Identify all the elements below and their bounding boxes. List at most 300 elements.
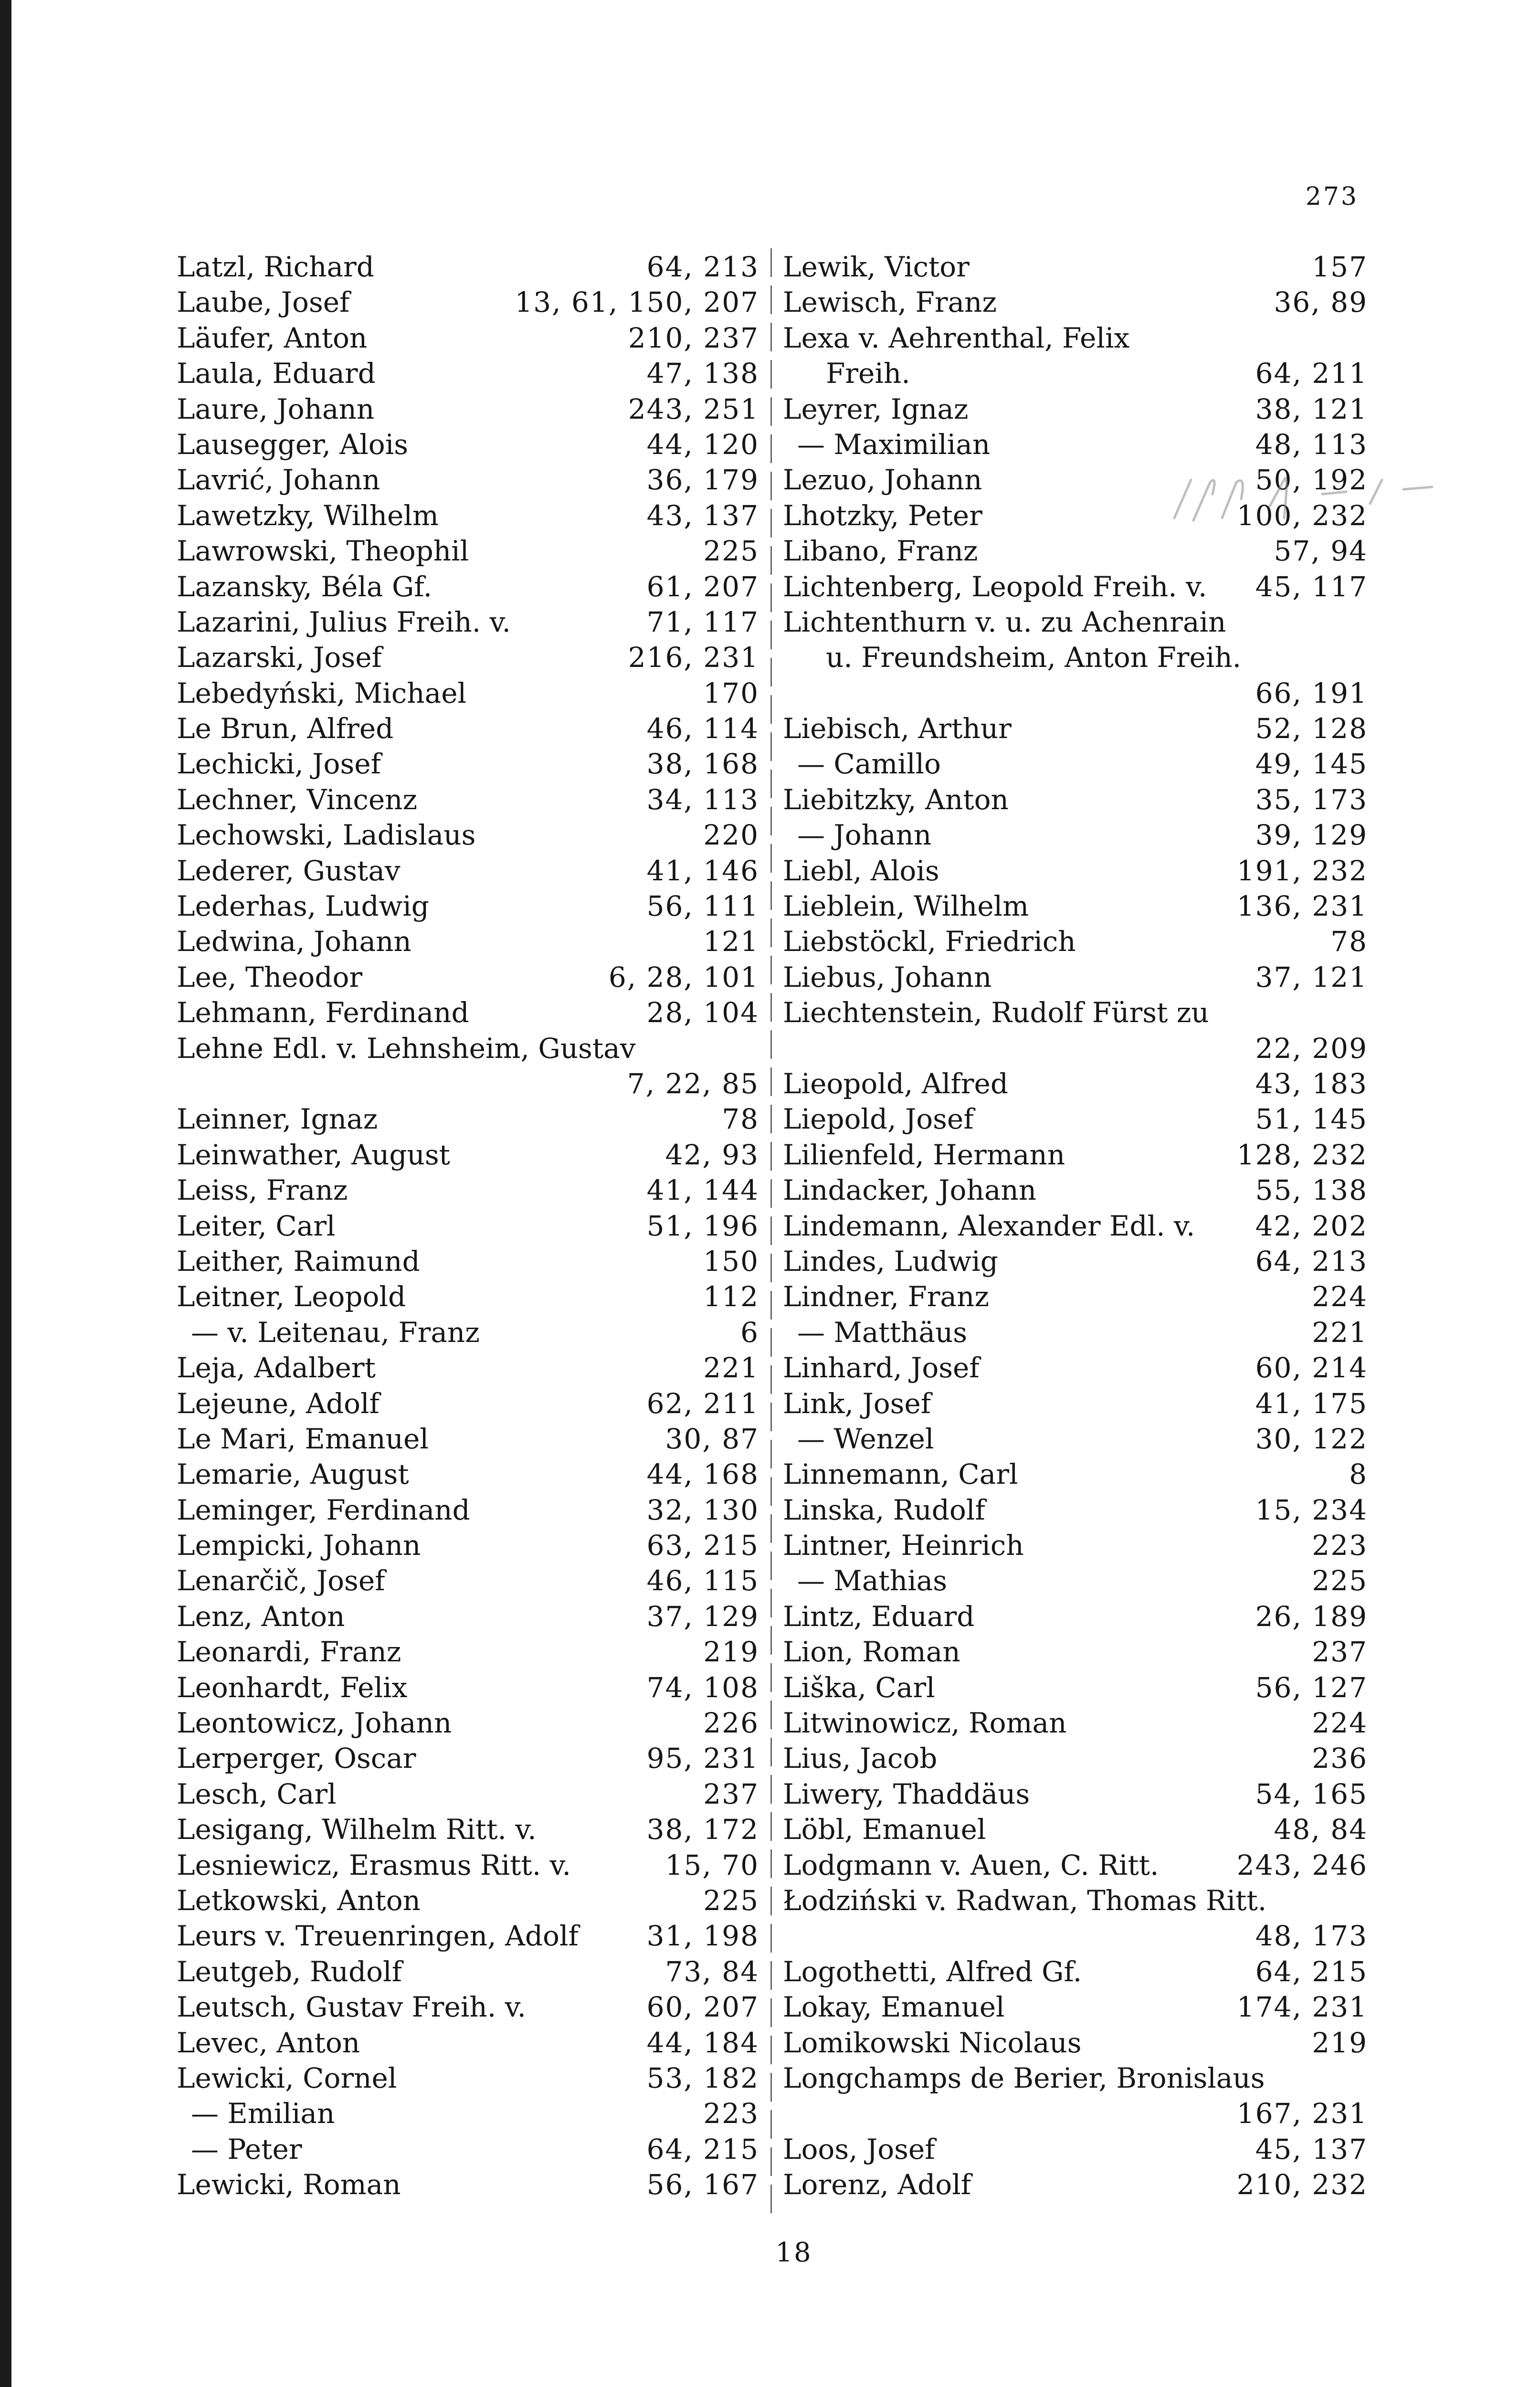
index-entry bbox=[177, 1848, 759, 1883]
entry-pages: 64, 215 bbox=[646, 2133, 759, 2165]
entry-name: Lhotzky, Peter bbox=[783, 499, 982, 532]
entry-name: Lesch, Carl bbox=[177, 1777, 337, 1810]
entry-name: Lintner, Heinrich bbox=[783, 1529, 1024, 1562]
entry-name: Linhard, Josef bbox=[783, 1352, 980, 1384]
entry-pages: 8 bbox=[1349, 1458, 1368, 1491]
index-entry bbox=[783, 1244, 1368, 1279]
entry-name: Leutsch, Gustav Freih. v. bbox=[177, 1991, 526, 2024]
index-entry bbox=[783, 1954, 1368, 1989]
entry-name: Freih. bbox=[826, 357, 910, 390]
index-entry bbox=[783, 1741, 1368, 1776]
index-entry bbox=[783, 1315, 1368, 1350]
index-entry bbox=[783, 2167, 1368, 2202]
index-entry bbox=[783, 285, 1368, 320]
entry-pages: 221 bbox=[703, 1352, 759, 1384]
entry-pages: 226 bbox=[703, 1707, 759, 1740]
entry-pages: 64, 215 bbox=[1255, 1955, 1368, 1988]
entry-name: Lempicki, Johann bbox=[177, 1529, 421, 1562]
index-entry bbox=[783, 1918, 1368, 1954]
entry-name: Lomikowski Nicolaus bbox=[783, 2026, 1082, 2059]
index-entry bbox=[783, 746, 1368, 782]
entry-pages: 223 bbox=[703, 2097, 759, 2130]
index-entry bbox=[177, 1812, 759, 1847]
index-entry bbox=[783, 1776, 1368, 1812]
entry-name: Liška, Carl bbox=[783, 1671, 935, 1704]
index-entry bbox=[783, 711, 1368, 746]
entry-pages: 66, 191 bbox=[1255, 676, 1368, 709]
index-entry bbox=[177, 1705, 759, 1741]
index-entry bbox=[177, 569, 759, 604]
index-entry bbox=[177, 1883, 759, 1918]
entry-name: Lawetzky, Wilhelm bbox=[177, 499, 439, 532]
index-entry bbox=[783, 391, 1368, 427]
entry-pages: 78 bbox=[1330, 925, 1368, 958]
entry-name: Lokay, Emanuel bbox=[783, 1991, 1005, 2024]
entry-name: Lemarie, August bbox=[177, 1458, 409, 1491]
index-entry bbox=[783, 782, 1368, 817]
index-entry bbox=[783, 249, 1368, 285]
entry-name: Lechicki, Josef bbox=[177, 748, 381, 781]
entry-name: Lichtenberg, Leopold Freih. v. bbox=[783, 570, 1207, 603]
index-entry bbox=[783, 1563, 1368, 1598]
entry-name: — Mathias bbox=[797, 1564, 947, 1597]
entry-pages: 13, 61, 150, 207 bbox=[515, 286, 759, 319]
entry-pages: 42, 93 bbox=[665, 1138, 759, 1171]
entry-pages: 225 bbox=[703, 1884, 759, 1917]
entry-pages: 36, 179 bbox=[646, 464, 759, 496]
entry-name: Liebisch, Arthur bbox=[783, 712, 1012, 745]
entry-name: Lindemann, Alexander Edl. v. bbox=[783, 1209, 1195, 1242]
entry-pages: 51, 196 bbox=[646, 1209, 759, 1242]
entry-name: Lesigang, Wilhelm Ritt. v. bbox=[177, 1813, 537, 1846]
entry-pages: 112 bbox=[703, 1280, 759, 1313]
index-entry bbox=[177, 533, 759, 569]
entry-name: Le Brun, Alfred bbox=[177, 712, 394, 745]
entry-name: Libano, Franz bbox=[783, 535, 978, 568]
entry-name: Leinwather, August bbox=[177, 1138, 450, 1171]
entry-pages: 157 bbox=[1312, 251, 1368, 283]
index-entry bbox=[783, 888, 1368, 924]
index-entry bbox=[177, 320, 759, 356]
entry-pages: 6 bbox=[740, 1316, 759, 1349]
index-entry bbox=[177, 2096, 759, 2131]
entry-name: Lehmann, Ferdinand bbox=[177, 996, 469, 1029]
entry-name: Lazarini, Julius Freih. v. bbox=[177, 605, 511, 638]
entry-pages: 225 bbox=[1312, 1564, 1368, 1597]
index-entry bbox=[177, 640, 759, 675]
entry-pages: 15, 234 bbox=[1255, 1493, 1368, 1526]
index-entry bbox=[177, 1989, 759, 2025]
entry-name: Löbl, Emanuel bbox=[783, 1813, 986, 1846]
index-entry bbox=[177, 1528, 759, 1563]
entry-name: — Camillo bbox=[797, 748, 941, 781]
entry-name: Leyrer, Ignaz bbox=[783, 392, 969, 425]
index-entry bbox=[783, 1208, 1368, 1244]
index-entry bbox=[783, 1066, 1368, 1101]
entry-pages: 7, 22, 85 bbox=[627, 1067, 759, 1100]
entry-name: — Matthäus bbox=[797, 1316, 968, 1349]
entry-pages: 56, 111 bbox=[646, 890, 759, 923]
entry-name: — Wenzel bbox=[797, 1422, 934, 1455]
entry-pages: 57, 94 bbox=[1274, 535, 1368, 568]
index-entry bbox=[177, 1670, 759, 1705]
entry-pages: 71, 117 bbox=[646, 605, 759, 638]
entry-name: Lexa v. Aehrenthal, Felix bbox=[783, 321, 1130, 354]
index-entry bbox=[783, 2096, 1368, 2131]
index-entry bbox=[783, 604, 1368, 640]
entry-name: Leminger, Ferdinand bbox=[177, 1493, 470, 1526]
entry-name: Lewicki, Cornel bbox=[177, 2061, 397, 2094]
entry-name: Le Mari, Emanuel bbox=[177, 1422, 429, 1455]
entry-name: Lichtenthurn v. u. zu Achenrain bbox=[783, 605, 1226, 638]
entry-name: Link, Josef bbox=[783, 1387, 931, 1420]
entry-name: Lieblein, Wilhelm bbox=[783, 890, 1029, 923]
index-entry bbox=[783, 1883, 1368, 1918]
index-entry bbox=[177, 1031, 759, 1066]
entry-name: Laure, Johann bbox=[177, 392, 375, 425]
entry-name: Ledwina, Johann bbox=[177, 925, 411, 958]
entry-pages: 46, 115 bbox=[646, 1564, 759, 1597]
index-entry bbox=[177, 1208, 759, 1244]
entry-pages: 219 bbox=[1312, 2026, 1368, 2059]
entry-name: Liepold, Josef bbox=[783, 1103, 974, 1136]
entry-pages: 64, 211 bbox=[1255, 357, 1368, 390]
index-entry bbox=[177, 1421, 759, 1457]
index-entry bbox=[783, 1421, 1368, 1457]
index-entry bbox=[177, 676, 759, 711]
entry-name: — Maximilian bbox=[797, 428, 991, 461]
index-entry bbox=[177, 746, 759, 782]
entry-pages: 49, 145 bbox=[1255, 748, 1368, 781]
entry-pages: 39, 129 bbox=[1255, 819, 1368, 852]
entry-pages: 44, 168 bbox=[646, 1458, 759, 1491]
entry-pages: 48, 84 bbox=[1274, 1813, 1368, 1846]
index-entry bbox=[783, 1137, 1368, 1172]
scan-border bbox=[0, 0, 11, 2387]
index-entry bbox=[177, 1066, 759, 1101]
index-entry bbox=[177, 1244, 759, 1279]
entry-name: Leutgeb, Rudolf bbox=[177, 1955, 402, 1988]
entry-pages: 53, 182 bbox=[646, 2061, 759, 2094]
index-entry bbox=[177, 285, 759, 320]
index-entry bbox=[783, 1172, 1368, 1208]
entry-name: Lodgmann v. Auen, C. Ritt. bbox=[783, 1848, 1159, 1881]
index-entry bbox=[783, 1101, 1368, 1137]
entry-pages: 46, 114 bbox=[646, 712, 759, 745]
entry-name: Lazansky, Béla Gf. bbox=[177, 570, 432, 603]
index-entry bbox=[177, 924, 759, 959]
pencil-annotation-mark bbox=[1165, 461, 1470, 528]
entry-name: Lindner, Franz bbox=[783, 1280, 989, 1313]
index-entry bbox=[177, 1634, 759, 1669]
entry-name: Lederhas, Ludwig bbox=[177, 890, 429, 923]
index-entry bbox=[177, 391, 759, 427]
entry-name: Lenz, Anton bbox=[177, 1600, 345, 1633]
entry-name: Leonhardt, Felix bbox=[177, 1671, 408, 1704]
index-entry bbox=[783, 320, 1368, 356]
entry-pages: 38, 172 bbox=[646, 1813, 759, 1846]
entry-name: Lesniewicz, Erasmus Ritt. v. bbox=[177, 1848, 571, 1881]
entry-pages: 78 bbox=[722, 1103, 759, 1136]
entry-pages: 36, 89 bbox=[1274, 286, 1368, 319]
index-entry bbox=[177, 498, 759, 533]
entry-pages: 55, 138 bbox=[1255, 1174, 1368, 1207]
entry-pages: 54, 165 bbox=[1255, 1777, 1368, 1810]
index-entry bbox=[783, 427, 1368, 462]
entry-name: Lechner, Vincenz bbox=[177, 783, 418, 816]
column-divider bbox=[770, 248, 772, 2220]
entry-pages: 191, 232 bbox=[1236, 854, 1368, 887]
entry-name: Lerperger, Oscar bbox=[177, 1742, 416, 1775]
entry-pages: 223 bbox=[1312, 1529, 1368, 1562]
entry-name: Logothetti, Alfred Gf. bbox=[783, 1955, 1082, 1988]
index-entry bbox=[177, 1315, 759, 1350]
entry-name: Lederer, Gustav bbox=[177, 854, 401, 887]
entry-pages: 73, 84 bbox=[665, 1955, 759, 1988]
index-entry bbox=[177, 604, 759, 640]
index-entry bbox=[177, 2167, 759, 2202]
entry-name: Lorenz, Adolf bbox=[783, 2168, 971, 2201]
index-entry bbox=[783, 569, 1368, 604]
entry-name: Lindacker, Johann bbox=[783, 1174, 1037, 1207]
entry-name: Leinner, Ignaz bbox=[177, 1103, 378, 1136]
entry-pages: 37, 129 bbox=[646, 1600, 759, 1633]
index-entry bbox=[783, 1528, 1368, 1563]
entry-pages: 6, 28, 101 bbox=[608, 961, 759, 993]
entry-pages: 64, 213 bbox=[1255, 1245, 1368, 1278]
right-index-column bbox=[783, 249, 1368, 2202]
index-entry bbox=[177, 1279, 759, 1314]
entry-pages: 219 bbox=[703, 1636, 759, 1669]
entry-pages: 43, 137 bbox=[646, 499, 759, 532]
index-entry bbox=[783, 960, 1368, 995]
entry-pages: 45, 137 bbox=[1255, 2133, 1368, 2165]
entry-name: Lilienfeld, Hermann bbox=[783, 1138, 1065, 1171]
entry-name: Lintz, Eduard bbox=[783, 1600, 975, 1633]
entry-pages: 48, 173 bbox=[1255, 1920, 1368, 1953]
entry-pages: 22, 209 bbox=[1255, 1032, 1368, 1065]
entry-pages: 48, 113 bbox=[1255, 428, 1368, 461]
entry-pages: 136, 231 bbox=[1236, 890, 1368, 923]
entry-name: Levec, Anton bbox=[177, 2026, 360, 2059]
entry-pages: 210, 237 bbox=[628, 321, 759, 354]
index-entry bbox=[177, 356, 759, 391]
index-entry bbox=[783, 1848, 1368, 1883]
entry-name: Leontowicz, Johann bbox=[177, 1707, 452, 1740]
index-entry bbox=[783, 676, 1368, 711]
entry-pages: 56, 127 bbox=[1255, 1671, 1368, 1704]
entry-pages: 225 bbox=[703, 535, 759, 568]
entry-name: Leja, Adalbert bbox=[177, 1352, 376, 1384]
index-entry bbox=[783, 640, 1368, 675]
entry-name: Leurs v. Treuenringen, Adolf bbox=[177, 1920, 579, 1953]
entry-pages: 50, 192 bbox=[1255, 464, 1368, 496]
entry-pages: 64, 213 bbox=[646, 251, 759, 283]
entry-pages: 26, 189 bbox=[1255, 1600, 1368, 1633]
entry-pages: 216, 231 bbox=[628, 641, 759, 674]
entry-pages: 35, 173 bbox=[1255, 783, 1368, 816]
index-entry bbox=[783, 2025, 1368, 2060]
entry-name: Longchamps de Berier, Bronislaus bbox=[783, 2061, 1265, 2094]
entry-name: Litwinowicz, Roman bbox=[783, 1707, 1067, 1740]
entry-pages: 243, 251 bbox=[628, 392, 759, 425]
entry-name: Lechowski, Ladislaus bbox=[177, 819, 476, 852]
index-entry bbox=[783, 995, 1368, 1030]
entry-pages: 221 bbox=[1312, 1316, 1368, 1349]
index-entry bbox=[177, 782, 759, 817]
entry-name: Lieopold, Alfred bbox=[783, 1067, 1008, 1100]
entry-name: — Emilian bbox=[191, 2097, 335, 2130]
entry-name: Linska, Rudolf bbox=[783, 1493, 985, 1526]
entry-pages: 100, 232 bbox=[1236, 499, 1368, 532]
index-entry bbox=[177, 1386, 759, 1421]
index-entry bbox=[177, 427, 759, 462]
entry-pages: 31, 198 bbox=[646, 1920, 759, 1953]
entry-name: Loos, Josef bbox=[783, 2133, 935, 2165]
index-entry bbox=[783, 1492, 1368, 1528]
index-entry bbox=[783, 1989, 1368, 2025]
entry-pages: 243, 246 bbox=[1236, 1848, 1368, 1881]
entry-pages: 237 bbox=[703, 1777, 759, 1810]
entry-pages: 30, 87 bbox=[665, 1422, 759, 1455]
entry-pages: 47, 138 bbox=[646, 357, 759, 390]
entry-pages: 15, 70 bbox=[665, 1848, 759, 1881]
entry-pages: 41, 175 bbox=[1255, 1387, 1368, 1420]
entry-pages: 51, 145 bbox=[1255, 1103, 1368, 1136]
entry-name: Liebus, Johann bbox=[783, 961, 992, 993]
index-entry bbox=[177, 888, 759, 924]
index-entry bbox=[783, 1599, 1368, 1634]
entry-name: Letkowski, Anton bbox=[177, 1884, 421, 1917]
index-entry bbox=[783, 1386, 1368, 1421]
entry-pages: 237 bbox=[1312, 1636, 1368, 1669]
entry-name: Leitner, Leopold bbox=[177, 1280, 406, 1313]
entry-name: Lazarski, Josef bbox=[177, 641, 382, 674]
entry-name: Liwery, Thaddäus bbox=[783, 1777, 1030, 1810]
index-entry bbox=[177, 1137, 759, 1172]
index-entry bbox=[783, 533, 1368, 569]
entry-name: Läufer, Anton bbox=[177, 321, 368, 354]
index-entry bbox=[177, 711, 759, 746]
index-entry bbox=[783, 1457, 1368, 1492]
index-entry bbox=[783, 853, 1368, 888]
entry-pages: 63, 215 bbox=[646, 1529, 759, 1562]
entry-name: — Johann bbox=[797, 819, 932, 852]
entry-name: Laube, Josef bbox=[177, 286, 350, 319]
entry-name: Łodziński v. Radwan, Thomas Ritt. bbox=[783, 1884, 1267, 1917]
entry-pages: 44, 184 bbox=[646, 2026, 759, 2059]
index-entry bbox=[177, 1599, 759, 1634]
entry-name: Lavrić, Johann bbox=[177, 464, 380, 496]
entry-name: Latzl, Richard bbox=[177, 251, 374, 283]
entry-name: Laula, Eduard bbox=[177, 357, 376, 390]
entry-name: Lee, Theodor bbox=[177, 961, 363, 993]
index-entry bbox=[783, 2060, 1368, 2096]
index-entry bbox=[177, 1457, 759, 1492]
index-entry bbox=[177, 249, 759, 285]
index-entry bbox=[177, 2025, 759, 2060]
left-index-column bbox=[177, 249, 759, 2202]
index-entry bbox=[177, 462, 759, 497]
index-entry bbox=[177, 1741, 759, 1776]
entry-name: Leiter, Carl bbox=[177, 1209, 336, 1242]
index-entry bbox=[177, 817, 759, 853]
entry-name: Lezuo, Johann bbox=[783, 464, 982, 496]
entry-pages: 44, 120 bbox=[646, 428, 759, 461]
entry-name: Lausegger, Alois bbox=[177, 428, 409, 461]
entry-pages: 45, 117 bbox=[1255, 570, 1368, 603]
entry-pages: 38, 168 bbox=[646, 748, 759, 781]
entry-pages: 174, 231 bbox=[1236, 1991, 1368, 2024]
entry-pages: 224 bbox=[1312, 1707, 1368, 1740]
entry-name: Lenarčič, Josef bbox=[177, 1564, 385, 1597]
index-entry bbox=[783, 1031, 1368, 1066]
entry-pages: 121 bbox=[703, 925, 759, 958]
entry-pages: 38, 121 bbox=[1255, 392, 1368, 425]
entry-pages: 220 bbox=[703, 819, 759, 852]
entry-pages: 42, 202 bbox=[1255, 1209, 1368, 1242]
entry-pages: 41, 144 bbox=[646, 1174, 759, 1207]
entry-pages: 60, 207 bbox=[646, 1991, 759, 2024]
index-entry bbox=[177, 2132, 759, 2167]
entry-name: Lion, Roman bbox=[783, 1636, 960, 1669]
page-number: 273 bbox=[1305, 182, 1359, 211]
index-entry bbox=[177, 1172, 759, 1208]
entry-name: Lehne Edl. v. Lehnsheim, Gustav bbox=[177, 1032, 636, 1065]
entry-name: Liebstöckl, Friedrich bbox=[783, 925, 1076, 958]
footer-page-number: 18 bbox=[775, 2237, 812, 2268]
entry-pages: 170 bbox=[703, 676, 759, 709]
index-entry bbox=[177, 1563, 759, 1598]
entry-name: Lius, Jacob bbox=[783, 1742, 938, 1775]
entry-name: — v. Leitenau, Franz bbox=[191, 1316, 480, 1349]
entry-name: u. Freundsheim, Anton Freih. bbox=[826, 641, 1242, 674]
entry-pages: 34, 113 bbox=[646, 783, 759, 816]
entry-name: Leonardi, Franz bbox=[177, 1636, 401, 1669]
entry-pages: 43, 183 bbox=[1255, 1067, 1368, 1100]
index-entry bbox=[177, 1918, 759, 1954]
index-entry bbox=[783, 817, 1368, 853]
index-entry bbox=[177, 1776, 759, 1812]
entry-name: Lewicki, Roman bbox=[177, 2168, 401, 2201]
entry-pages: 128, 232 bbox=[1236, 1138, 1368, 1171]
entry-pages: 60, 214 bbox=[1255, 1352, 1368, 1384]
entry-pages: 167, 231 bbox=[1236, 2097, 1368, 2130]
entry-name: Liechtenstein, Rudolf Fürst zu bbox=[783, 996, 1209, 1029]
entry-name: Lebedyński, Michael bbox=[177, 676, 467, 709]
entry-name: Liebitzky, Anton bbox=[783, 783, 1009, 816]
index-entry bbox=[177, 1101, 759, 1137]
entry-name: — Peter bbox=[191, 2133, 302, 2165]
index-entry bbox=[783, 1670, 1368, 1705]
entry-name: Lawrowski, Theophil bbox=[177, 535, 469, 568]
entry-pages: 32, 130 bbox=[646, 1493, 759, 1526]
index-entry bbox=[783, 356, 1368, 391]
entry-name: Lewisch, Franz bbox=[783, 286, 997, 319]
index-entry bbox=[177, 1350, 759, 1385]
index-entry bbox=[783, 1634, 1368, 1669]
entry-name: Lejeune, Adolf bbox=[177, 1387, 380, 1420]
entry-pages: 210, 232 bbox=[1236, 2168, 1368, 2201]
index-entry bbox=[783, 2132, 1368, 2167]
entry-pages: 62, 211 bbox=[646, 1387, 759, 1420]
entry-name: Liebl, Alois bbox=[783, 854, 939, 887]
index-entry bbox=[177, 853, 759, 888]
entry-pages: 52, 128 bbox=[1255, 712, 1368, 745]
entry-pages: 41, 146 bbox=[646, 854, 759, 887]
index-entry bbox=[783, 924, 1368, 959]
index-entry bbox=[177, 1954, 759, 1989]
